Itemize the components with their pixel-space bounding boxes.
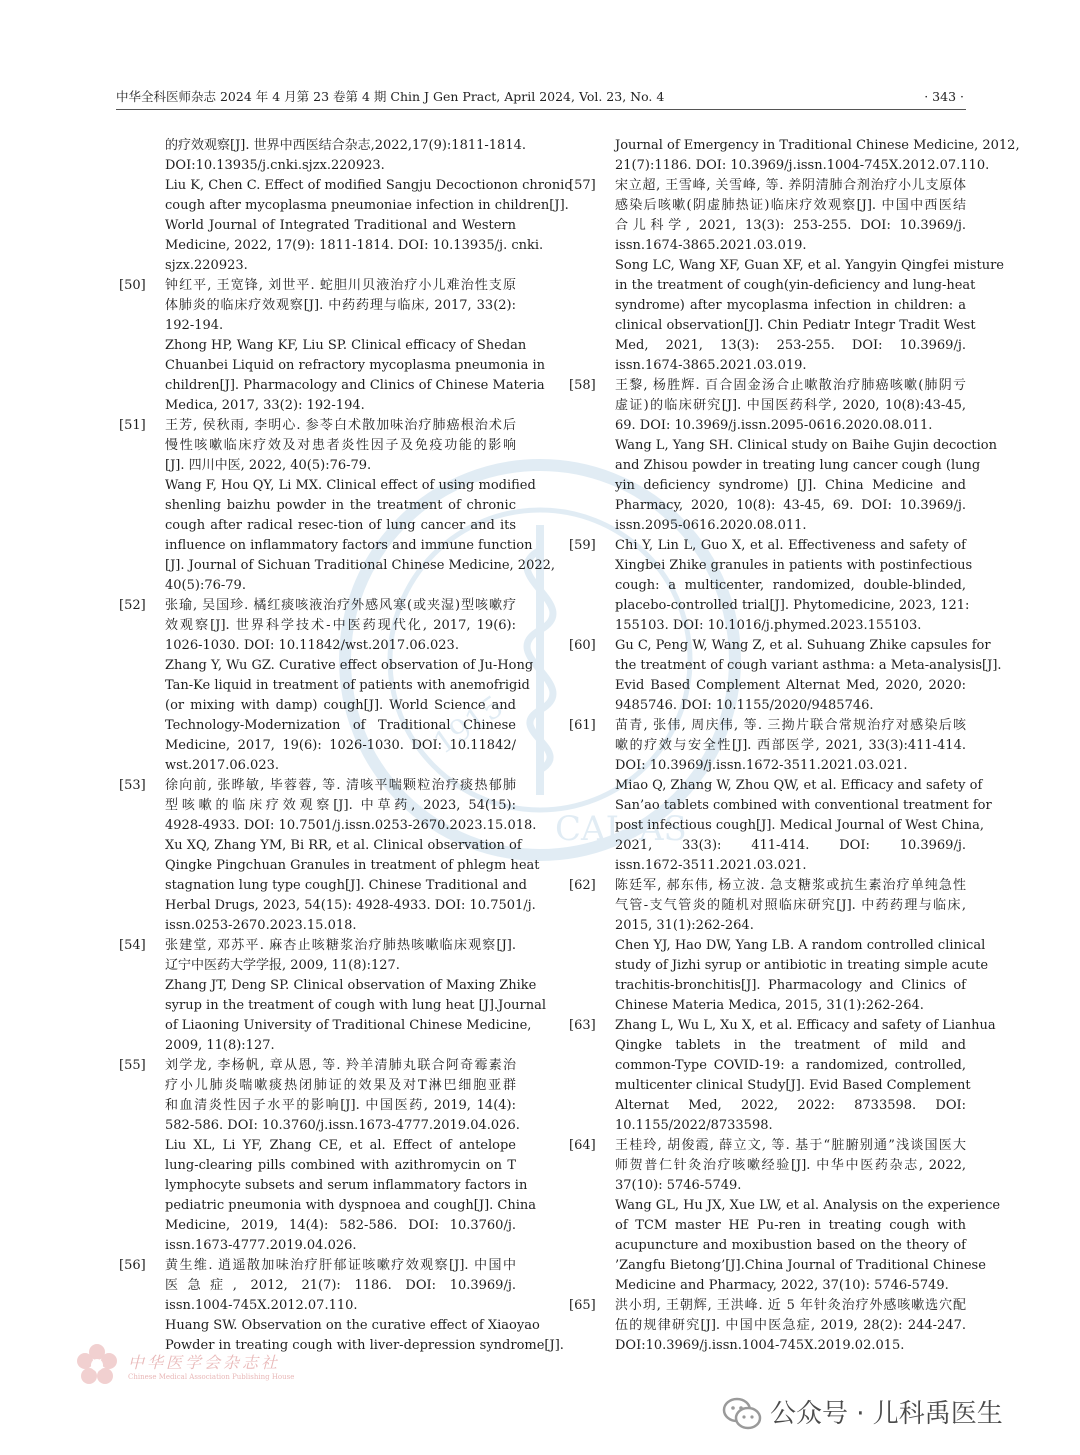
header-rule <box>116 109 966 110</box>
reference-line: 刘学龙, 李杨帆, 章从恩, 等. 羚羊清肺丸联合阿奇霉素治 <box>165 1058 516 1073</box>
reference-line: 苗青, 张伟, 周庆伟, 等. 三拗片联合常规治疗对感染后咳 <box>615 718 966 733</box>
reference-line: 2009, 11(8):127. <box>165 1038 275 1053</box>
reference-number: [57] <box>569 178 596 193</box>
reference-line: shenling baizhu powder in the treatment of chronic <box>165 498 516 513</box>
reference-line: of Liaoning University of Traditional Chinese Medicine, <box>165 1018 532 1033</box>
reference-line: World Journal of Integrated Traditional and Western <box>165 218 516 233</box>
reference-line: Zhang Y, Wu GZ. Curative effect observation of Ju-Hong <box>165 658 534 673</box>
reference-line: Chuanbei Liquid on refractory mycoplasma pneumonia in <box>165 358 546 373</box>
reference-line: 的疗效观察[J]. 世界中西医结合杂志,2022,17(9):1811-1814. <box>165 138 526 153</box>
reference-line: yin deficiency syndrome) [J]. China Medicine and <box>615 478 966 493</box>
reference-line: lung-clearing pills combined with azithromycin on T <box>165 1158 516 1173</box>
reference-line: Evid Based Complement Alternat Med, 2020, 2020: <box>615 678 966 693</box>
reference-line: 气管-支气管炎的随机对照临床研究[J]. 中药药理与临床, <box>615 898 966 913</box>
reference-line: 黄生维. 逍遥散加味治疗肝郁证咳嗽疗效观察[J]. 中国中 <box>165 1258 516 1273</box>
reference-line: 69. DOI: 10.3969/j.issn.2095-0616.2020.08.011. <box>615 418 933 433</box>
reference-number: [59] <box>569 538 596 553</box>
reference-line: 虚证)的临床研究[J]. 中国医药科学, 2020, 10(8):43-45, <box>615 398 966 413</box>
reference-number: [60] <box>569 638 596 653</box>
reference-line: 嗽的疗效与安全性[J]. 西部医学, 2021, 33(3):411-414. <box>615 738 966 753</box>
reference-number: [54] <box>119 938 146 953</box>
reference-number: [50] <box>119 278 146 293</box>
reference-line: issn.2095-0616.2020.08.011. <box>615 518 807 533</box>
reference-line: Huang SW. Observation on the curative effect of Xiaoyao <box>165 1318 540 1333</box>
reference-line: post infectious cough[J]. Medical Journal of West China, <box>615 818 985 833</box>
reference-line: Med, 2021, 13(3): 253-255. DOI: 10.3969/j. <box>615 338 966 353</box>
reference-line: 155103. DOI: 10.1016/j.phymed.2023.155103. <box>615 618 922 633</box>
reference-number: [58] <box>569 378 596 393</box>
reference-line: syrup in the treatment of cough with lung heat [J].Journal <box>165 998 547 1013</box>
reference-line: 医急症, 2012, 21(7): 1186. DOI: 10.3969/j. <box>165 1278 516 1293</box>
reference-line: stagnation lung type cough[J]. Chinese Traditional and <box>165 878 527 893</box>
reference-line: in the treatment of cough(yin-deficiency and lung-heat <box>615 278 976 293</box>
reference-64 <box>566 1136 1001 1296</box>
wechat-account-name: 公众号 · 儿科禹医生 <box>770 1399 1003 1429</box>
reference-line: 效观察[J]. 世界科学技术-中医药现代化, 2017, 19(6): <box>165 618 516 633</box>
reference-line: 21(7):1186. DOI: 10.3969/j.issn.1004-745X.2012.07.110. <box>615 158 990 173</box>
reference-number: [53] <box>119 778 146 793</box>
reference-line: 伍的规律研究[J]. 中国中医急症, 2019, 28(2): 244-247. <box>615 1318 966 1333</box>
reference-line: Gu C, Peng W, Wang Z, et al. Suhuang Zhike capsules for <box>615 638 991 653</box>
reference-line: 徐向前, 张晔敏, 毕蓉蓉, 等. 清咳平喘颗粒治疗痰热郁肺 <box>165 778 516 793</box>
reference-line: 师贺普仁针灸治疗咳嗽经验[J]. 中华中医药杂志, 2022, <box>615 1158 966 1173</box>
reference-line: Powder in treating cough with liver-depression syndrome[J]. <box>165 1338 564 1353</box>
reference-55 <box>116 1056 537 1256</box>
reference-62 <box>566 876 989 1016</box>
reference-line: placebo-controlled trial[J]. Phytomedicine, 2023, 121: <box>615 598 970 613</box>
publisher-subtitle: Chinese Medical Association Publishing House <box>128 1373 295 1381</box>
reference-line: and Zhisou powder in treating lung cancer cough (lung <box>615 458 981 473</box>
reference-line: Xu XQ, Zhang YM, Bi RR, et al. Clinical observation of <box>165 838 522 853</box>
reference-line: (or mixing with damp) cough[J]. World Science and <box>165 698 516 713</box>
reference-number: [61] <box>569 718 596 733</box>
reference-line: Miao Q, Zhang W, Zhou QW, et al. Efficacy and safety of <box>615 778 983 793</box>
reference-line: Journal of Emergency in Traditional Chinese Medicine, 2012, <box>615 138 1020 153</box>
reference-line: Medicine, 2019, 14(4): 582-586. DOI: 10.3760/j. <box>165 1218 516 1233</box>
reference-line: 王黎, 杨胜辉. 百合固金汤合止嗽散治疗肺癌咳嗽(肺阴亏 <box>615 378 966 393</box>
publisher-flower-logo <box>72 1340 122 1390</box>
reference-line: Chen YJ, Hao DW, Yang LB. A random controlled clinical <box>615 938 986 953</box>
wechat-icon <box>722 1396 762 1432</box>
journal-citation: 中华全科医师杂志 2024 年 4 月第 23 卷第 4 期 Chin J Gen Pract, April 2024, Vol. 23, No. 4 <box>116 89 665 104</box>
reference-line: the treatment of cough variant asthma: a Meta-analysis[J]. <box>615 658 1002 673</box>
reference-continuation <box>566 136 1020 176</box>
reference-line: issn.1674-3865.2021.03.019. <box>615 358 807 373</box>
reference-60 <box>566 636 1002 716</box>
reference-line: 体肺炎的临床疗效观察[J]. 中药药理与临床, 2017, 33(2): <box>165 298 516 313</box>
reference-number: [62] <box>569 878 596 893</box>
reference-column-right <box>566 136 1020 1356</box>
reference-line: Song LC, Wang XF, Guan XF, et al. Yangyin Qingfei misture <box>615 258 1005 273</box>
reference-line: 9485746. DOI: 10.1155/2020/9485746. <box>615 698 874 713</box>
reference-line: cough after radical resec-tion of lung cancer and its <box>165 518 516 533</box>
reference-50 <box>116 276 546 416</box>
reference-line: 王桂玲, 胡俊霞, 薛立文, 等. 基于“脏腑别通”浅谈国医大 <box>615 1138 966 1153</box>
reference-line: Zhang JT, Deng SP. Clinical observation of Maxing Zhike <box>165 978 537 993</box>
reference-column-left <box>116 136 572 1356</box>
reference-number: [55] <box>119 1058 146 1073</box>
reference-line: Chi Y, Lin L, Guo X, et al. Effectiveness and safety of <box>615 538 966 553</box>
reference-59 <box>566 536 973 636</box>
reference-line: clinical observation[J]. Chin Pediatr Integr Tradit West <box>615 318 976 333</box>
reference-line: 4928-4933. DOI: 10.7501/j.issn.0253-2670.2023.15.018. <box>165 818 537 833</box>
reference-51 <box>116 416 556 596</box>
reference-line: syndrome) after mycoplasma infection in children: a <box>615 298 966 313</box>
reference-54 <box>116 936 547 1056</box>
wechat-account-label[interactable] <box>722 1394 1052 1434</box>
reference-line: children[J]. Pharmacology and Clinics of Chinese Materia <box>165 378 545 393</box>
running-header <box>116 88 964 108</box>
reference-line: 合儿科学, 2021, 13(3): 253-255. DOI: 10.3969/j. <box>615 218 966 233</box>
watermark-text: CAL AS <box>555 809 687 849</box>
reference-line: Liu K, Chen C. Effect of modified Sangju Decoctionon chronic <box>165 178 572 193</box>
reference-line: Medica, 2017, 33(2): 192-194. <box>165 398 365 413</box>
reference-line: Qingke tablets in the treatment of mild and <box>615 1038 966 1053</box>
reference-line: Tan-Ke liquid in treatment of patients with anemofrigid <box>165 678 530 693</box>
reference-number: [56] <box>119 1258 146 1273</box>
reference-63 <box>566 1016 996 1136</box>
reference-53 <box>116 776 540 936</box>
reference-line: 辽宁中医药大学学报, 2009, 11(8):127. <box>165 958 400 973</box>
reference-line: lymphocyte subsets and serum inflammatory factors in <box>165 1178 528 1193</box>
reference-line: Medicine, 2022, 17(9): 1811-1814. DOI: 10.13935/j. cnki. <box>165 238 544 253</box>
reference-line: issn.0253-2670.2023.15.018. <box>165 918 357 933</box>
reference-line: DOI:10.13935/j.cnki.sjzx.220923. <box>165 158 385 173</box>
reference-line: Xingbei Zhike granules in patients with postinfectious <box>615 558 973 573</box>
reference-line: 2021, 33(3): 411-414. DOI: 10.3969/j. <box>615 838 966 853</box>
reference-line: sjzx.220923. <box>165 258 248 273</box>
reference-line: Wang L, Yang SH. Clinical study on Baihe Gujin decoction <box>615 438 997 453</box>
reference-line: 陈廷军, 郝东伟, 杨立波. 急支糖浆或抗生素治疗单纯急性 <box>615 878 966 893</box>
reference-line: issn.1672-3511.2021.03.021. <box>615 858 807 873</box>
reference-line: wst.2017.06.023. <box>165 758 279 773</box>
watermark-year: 1915 <box>427 689 511 762</box>
reference-line: 钟红平, 王宽锋, 刘世平. 蛇胆川贝液治疗小儿难治性支原 <box>165 278 516 293</box>
reference-line: Wang F, Hou QY, Li MX. Clinical effect of using modified <box>165 478 536 493</box>
reference-line: Medicine and Pharmacy, 2022, 37(10): 5746-5749. <box>615 1278 949 1293</box>
reference-line: Wang GL, Hu JX, Xue LW, et al. Analysis on the experience <box>615 1198 1001 1213</box>
reference-line: issn.1004-745X.2012.07.110. <box>165 1298 358 1313</box>
reference-line: 疗小儿肺炎喘嗽痰热闭肺证的效果及对T淋巴细胞亚群 <box>165 1078 516 1093</box>
reference-line: 10.1155/2022/8733598. <box>615 1118 773 1133</box>
reference-line: 洪小玥, 王朝辉, 王洪峰. 近 5 年针灸治疗外感咳嗽选穴配 <box>615 1298 966 1313</box>
reference-line: 王芳, 侯秋雨, 李明心. 参苓白术散加味治疗肺癌根治术后 <box>165 418 516 433</box>
reference-line: Alternat Med, 2022, 2022: 8733598. DOI: <box>615 1098 966 1113</box>
reference-line: Technology-Modernization of Traditional Chinese <box>165 718 516 733</box>
reference-line: 感染后咳嗽(阴虚肺热证)临床疗效观察[J]. 中国中西医结 <box>615 198 966 213</box>
reference-56 <box>116 1256 564 1356</box>
reference-57 <box>566 176 1005 376</box>
reference-line: Qingke Pingchuan Granules in treatment of phlegm heat <box>165 858 540 873</box>
reference-line: 37(10): 5746-5749. <box>615 1178 742 1193</box>
reference-line: common-Type COVID-19: a randomized, controlled, <box>615 1058 966 1073</box>
reference-line: [J]. Journal of Sichuan Traditional Chinese Medicine, 2022, <box>165 558 556 573</box>
reference-line: 张建堂, 邓苏平. 麻杏止咳糖浆治疗肺热咳嗽临床观察[J]. <box>165 938 516 953</box>
reference-line: Herbal Drugs, 2023, 54(15): 4928-4933. DOI: 10.7501/j. <box>165 898 536 913</box>
reference-line: Zhong HP, Wang KF, Liu SP. Clinical efficacy of Shedan <box>165 338 527 353</box>
page-number: · 343 · <box>924 89 964 104</box>
reference-line: 192-194. <box>165 318 224 333</box>
reference-line: 2015, 31(1):262-264. <box>615 918 754 933</box>
reference-line: 和血清炎性因子水平的影响[J]. 中国医药, 2019, 14(4): <box>165 1098 516 1113</box>
reference-line: ’Zangfu Bietong’[J].China Journal of Traditional Chinese <box>615 1258 986 1273</box>
reference-number: [51] <box>119 418 146 433</box>
reference-line: 1026-1030. DOI: 10.11842/wst.2017.06.023. <box>165 638 459 653</box>
reference-line: Chinese Materia Medica, 2015, 31(1):262-264. <box>615 998 924 1013</box>
reference-number: [64] <box>569 1138 596 1153</box>
reference-line: multicenter clinical Study[J]. Evid Based Complement <box>615 1078 971 1093</box>
reference-line: 40(5):76-79. <box>165 578 246 593</box>
reference-line: cough after mycoplasma pneumoniae infection in children[J]. <box>165 198 569 213</box>
reference-line: 张瑜, 吴国珍. 橘红痰咳液治疗外感风寒(或夹湿)型咳嗽疗 <box>165 598 516 613</box>
reference-58 <box>566 376 997 536</box>
reference-line: Medicine, 2017, 19(6): 1026-1030. DOI: 10.11842/ <box>165 738 516 753</box>
reference-line: issn.1673-4777.2019.04.026. <box>165 1238 357 1253</box>
reference-line: DOI:10.3969/j.issn.1004-745X.2019.02.015. <box>615 1338 905 1353</box>
reference-line: Pharmacy, 2020, 10(8): 43-45, 69. DOI: 10.3969/j. <box>615 498 966 513</box>
reference-65 <box>566 1296 966 1356</box>
reference-61 <box>566 716 992 876</box>
reference-number: [63] <box>569 1018 596 1033</box>
reference-line: 型咳嗽的临床疗效观察[J]. 中草药, 2023, 54(15): <box>165 798 516 813</box>
reference-number: [65] <box>569 1298 596 1313</box>
reference-line: Zhang L, Wu L, Xu X, et al. Efficacy and safety of Lianhua <box>615 1018 996 1033</box>
reference-line: San’ao tablets combined with conventional treatment for <box>615 798 992 813</box>
reference-line: 慢性咳嗽临床疗效及对患者炎性因子及免疫功能的影响 <box>165 438 516 453</box>
reference-line: DOI: 10.3969/j.issn.1672-3511.2021.03.021. <box>615 758 908 773</box>
reference-line: influence on inflammatory factors and immune function <box>165 538 533 553</box>
reference-line: pediatric pneumonia with dyspnoea and cough[J]. China <box>165 1198 537 1213</box>
reference-number: [52] <box>119 598 146 613</box>
reference-52 <box>116 596 534 776</box>
publisher-name: 中华医学会杂志社 <box>128 1353 281 1372</box>
reference-continuation <box>116 136 572 276</box>
reference-line: study of Jizhi syrup or antibiotic in treating simple acute <box>615 958 989 973</box>
reference-line: issn.1674-3865.2021.03.019. <box>615 238 807 253</box>
reference-line: 582-586. DOI: 10.3760/j.issn.1673-4777.2019.04.026. <box>165 1118 520 1133</box>
reference-line: trachitis-bronchitis[J]. Pharmacology and Clinics of <box>615 978 966 993</box>
reference-line: Liu XL, Li YF, Zhang CE, et al. Effect of antelope <box>165 1138 516 1153</box>
reference-line: [J]. 四川中医, 2022, 40(5):76-79. <box>165 458 372 473</box>
reference-line: cough: a multicenter, randomized, double-blinded, <box>615 578 966 593</box>
reference-line: of TCM master HE Pu-ren in treating cough with <box>615 1218 966 1233</box>
reference-line: acupuncture and moxibustion based on the theory of <box>615 1238 966 1253</box>
reference-line: 宋立超, 王雪峰, 关雪峰, 等. 养阴清肺合剂治疗小儿支原体 <box>615 178 966 193</box>
